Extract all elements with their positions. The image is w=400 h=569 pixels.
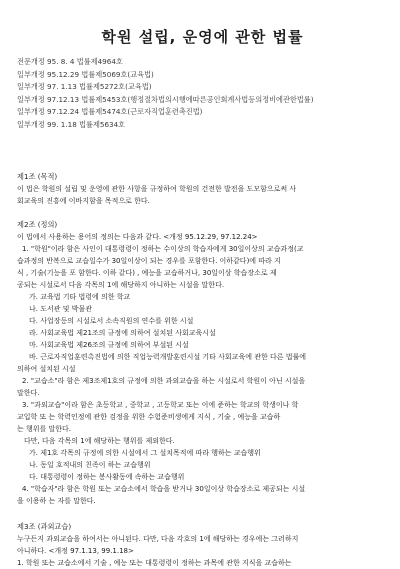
article-text: 바. 근로자직업훈련촉진법에 의한 직업능력개발훈련시설 기타 사회교육에 관한 다른 법률에: [29, 353, 306, 361]
article-text: 회교육의 진흥에 이바지함을 목적으로 한다.: [17, 197, 150, 205]
article-text: 가. 교육법 기타 법령에 의한 학교: [29, 293, 131, 301]
article-text: 가. 제1호 각목의 규정에 의한 시설에서 그 설치목적에 따라 행하는 교습행위: [29, 449, 261, 457]
article-3: [17, 521, 388, 569]
article-text: 말한다.: [17, 389, 40, 397]
amendment-line: 일부개정 97. 1.13 법률제5272호(교육법): [17, 82, 152, 91]
article-text: 교입학 또 는 학력인정에 관한 검정을 위한 수험준비생에게 지식 , 기술 , 예능을 교습하: [17, 413, 281, 421]
article-heading: 제2조 (정의): [17, 220, 58, 229]
article-text: 이 법에서 사용하는 용어의 정의는 다음과 같다. <개정 95.12.29, 97.12.24>: [17, 233, 258, 241]
article-text: 습과정의 반복으로 교습일수가 30일이상이 되는 경우를 포함한다. 이하같다)에 따라 지: [17, 257, 281, 265]
article-text: 나. 도서관 및 박물관: [29, 305, 92, 313]
amendment-history: [17, 56, 388, 131]
amendment-line: 전문개정 95. 8. 4 법률제4964호: [17, 57, 123, 66]
article-heading: 제3조 (과외교습): [17, 522, 72, 531]
article-text: 1. "학원"이라 함은 사인이 대통령령이 정하는 수이상의 학습자에게 30일이상의 교습과정(교: [22, 245, 304, 253]
article-text: 의하여 설치된 시설: [17, 365, 76, 373]
article-text: 을 이용하 는 자를 말한다.: [17, 497, 96, 505]
amendment-line: 일부개정 95.12.29 법률제5069호(교육법): [17, 69, 154, 79]
article-text: 는 행위를 말한다.: [17, 425, 72, 433]
article-text: 2. "교습소"라 함은 제3조제1호의 규정에 의한 과외교습을 하는 시설로서 학원이 아닌 시설을: [22, 377, 306, 385]
amendment-line: 일부개정 97.12.24 법률제5474호(근로자직업훈련촉진법): [17, 107, 203, 116]
article-text: 나. 동일 호적내의 친족이 하는 교습행위: [29, 461, 151, 469]
article-text: 마. 사회교육법 제26조의 규정에 의하여 부설된 시설: [29, 341, 189, 349]
article-text: 누구든지 과외교습을 하여서는 아니된다. 다만, 다음 각호의 1에 해당하는 경우에는 그러하지: [17, 535, 299, 543]
article-text: 공되는 시설로서 다음 각목의 1에 해당하지 아니하는 시설을 말한다.: [17, 281, 225, 289]
amendment-line: 일부개정 97.12.13 법률제5453호(행정절차법의시행에따른공인회계사법등의정비에관한법률): [17, 94, 314, 104]
article-text: 라. 사회교육법 제21조의 규정에 의하여 설치된 사회교육시설: [29, 329, 216, 337]
article-1: [17, 171, 388, 207]
article-text: 4. "학습자"라 함은 학원 또는 교습소에서 학습을 받거나 30일이상 학습장소로 제공되는 시설: [22, 485, 306, 493]
article-text: 3. "과외교습"이라 함은 초등학교 , 중학교 , 고등학교 또는 이에 준하는 학교의 학생이나 학: [22, 401, 299, 409]
article-text: 식 , 기술(기능을 포 함한다. 이하 같다) , 예능을 교습하거나, 30일이상 학습장소로 제: [17, 269, 277, 277]
article-heading: 제1조 (목적): [17, 172, 58, 181]
article-text: 다. 사업장등의 시설로서 소속직원의 연수를 위한 시설: [29, 317, 194, 325]
document-title: 학원 설립, 운영에 관한 법률: [101, 28, 304, 46]
article-text: 다만, 다음 각목의 1에 해당하는 행위를 제외한다.: [24, 437, 175, 445]
article-2: [17, 219, 388, 507]
article-text: 다. 대통령령이 정하는 봉사활동에 속하는 교습행위: [29, 473, 185, 481]
article-text: 1. 학원 또는 교습소에서 기술 , 예능 또는 대통령령이 정하는 과목에 관한 지식을 교습하는: [17, 559, 292, 567]
article-text: 이 법은 학원의 설립 및 운영에 관한 사항을 규정하여 학원의 건전한 발전을 도모함으로써 사: [17, 185, 297, 193]
amendment-line: 일부개정 99. 1.18 법률제5634호: [17, 119, 126, 129]
article-text: 아니하다. <개정 97.1.13, 99.1.18>: [17, 547, 134, 555]
